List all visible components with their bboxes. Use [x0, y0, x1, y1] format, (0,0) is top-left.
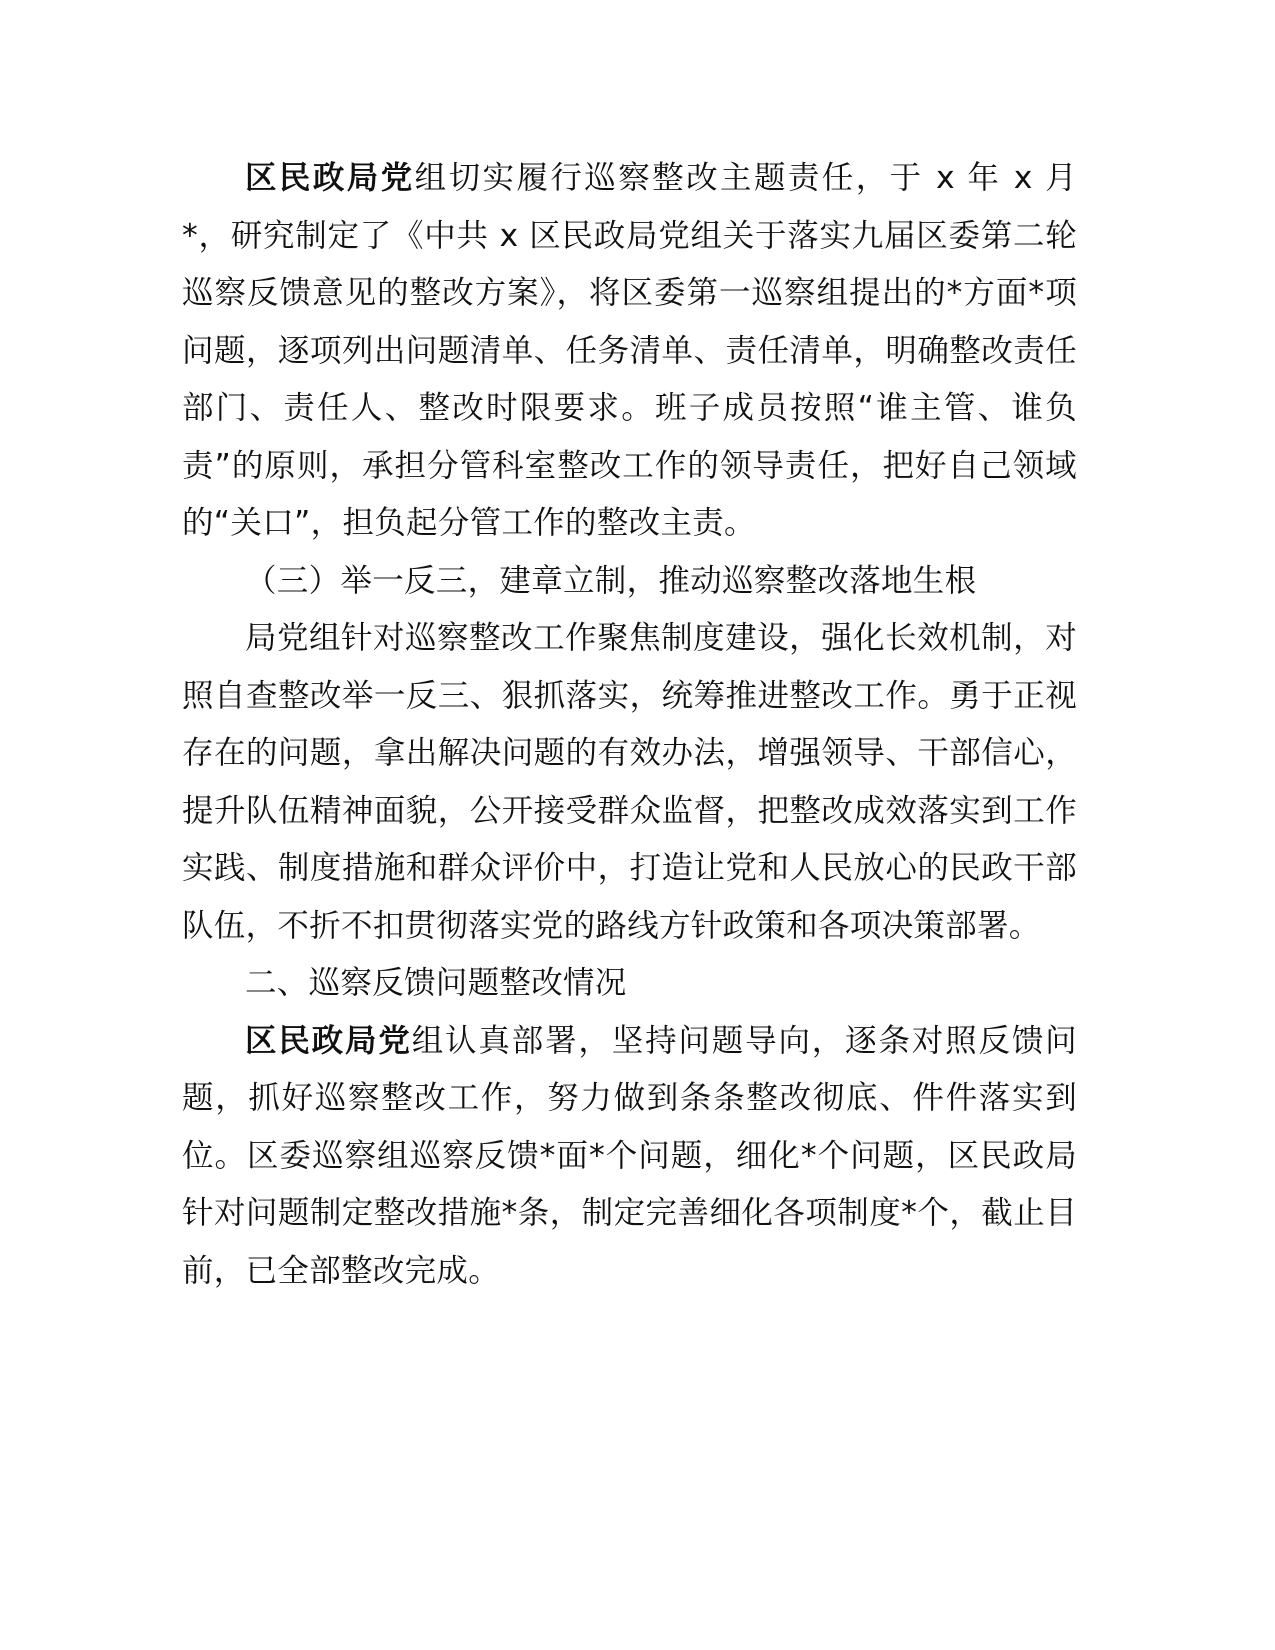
paragraph-system-building: [182, 610, 1077, 955]
paragraph-text: 组认真部署，坚持问题导向，逐条对照反馈问题，抓好巡察整改工作，努力做到条条整改彻底、件件落实到位。区委巡察组巡察反馈*面*个问题，细化*个问题，区民政局针对问题制定整改措施*条，制定完善细化各项制度*个，截止目前，已全部整改完成。: [182, 1022, 1077, 1289]
section-heading-2: 二、巡察反馈问题整改情况: [245, 965, 627, 1001]
section-heading-3: （三）举一反三，建章立制，推动巡察整改落地生根: [245, 562, 977, 599]
paragraph-lead: 区民政局党: [245, 160, 415, 196]
paragraph-rectification-responsibility: [182, 150, 1077, 553]
document-body: [182, 150, 1077, 1300]
paragraph-rectification-status: [182, 1013, 1077, 1301]
paragraph-text: 组切实履行巡察整改主题责任，于 x 年 x 月 *，研究制定了《中共 x 区民政局党组关于落实九届区委第二轮巡察反馈意见的整改方案》，将区委第一巡察组提出的*方面*项问题，逐项列出问题清单、任务清单、责任清单，明确整改责任部门、责任人、整改时限要求。班子成员按照“谁主管、谁负责”的原则，承担分管科室整改工作的领导责任，把好自己领域的“关口”，担负起分管工作的整改主责。: [182, 160, 1077, 541]
paragraph-text: 局党组针对巡察整改工作聚焦制度建设，强化长效机制，对照自查整改举一反三、狠抓落实，统筹推进整改工作。勇于正视存在的问题，拿出解决问题的有效办法，增强领导、干部信心，提升队伍精神面貌，公开接受群众监督，把整改成效落实到工作实践、制度措施和群众评价中，打造让党和人民放心的民政干部队伍，不折不扣贯彻落实党的路线方针政策和各项决策部署。: [182, 620, 1077, 944]
paragraph-lead: 区民政局党: [245, 1022, 412, 1059]
